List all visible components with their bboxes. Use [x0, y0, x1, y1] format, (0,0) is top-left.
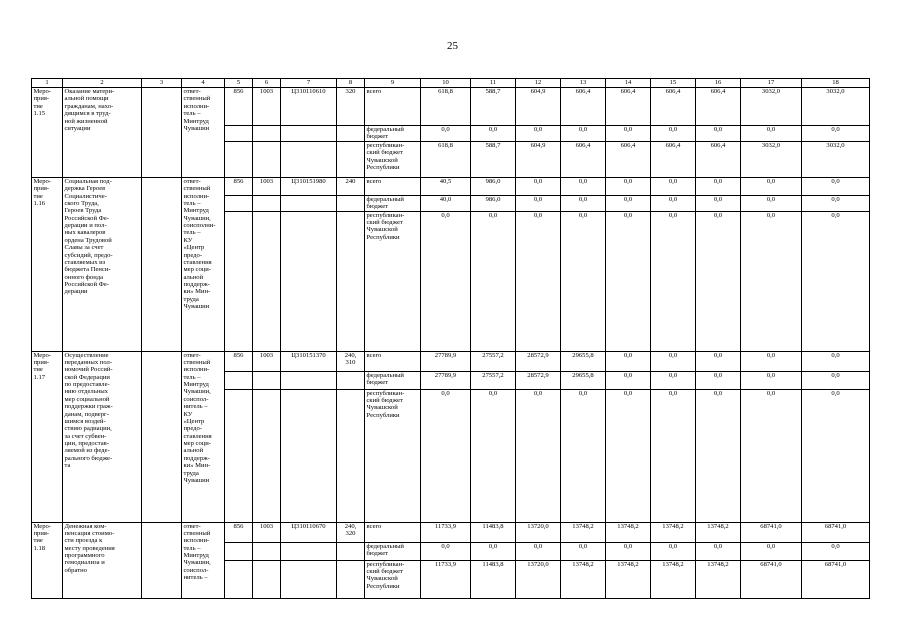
- funding-amount: 0,0: [741, 211, 802, 351]
- funding-amount: 13748,2: [651, 560, 696, 598]
- funding-amount: 3032,0: [741, 141, 802, 177]
- funding-amount: 0,0: [471, 542, 516, 560]
- funding-amount: 3032,0: [802, 141, 870, 177]
- target-article-code: [281, 195, 337, 211]
- funding-amount: 606,4: [696, 88, 741, 126]
- table-row: [32, 522, 870, 542]
- funding-amount: 0,0: [696, 211, 741, 351]
- column-number-header: 18: [802, 79, 870, 88]
- funding-amount: 0,0: [741, 542, 802, 560]
- funding-amount: 29655,8: [561, 371, 606, 389]
- funding-amount: 0,0: [561, 177, 606, 195]
- target-article-code: Ц310151980: [281, 177, 337, 195]
- funding-amount: 0,0: [696, 195, 741, 211]
- section-code: [253, 542, 281, 560]
- ministry-code: 856: [225, 177, 253, 195]
- section-code: [253, 211, 281, 351]
- funding-amount: 28572,9: [516, 371, 561, 389]
- funding-amount: 0,0: [561, 211, 606, 351]
- expense-type-code: [337, 195, 365, 211]
- funding-amount: 0,0: [802, 195, 870, 211]
- program-column: [142, 522, 182, 598]
- column-number-header: 1: [32, 79, 63, 88]
- funding-amount: 13748,2: [561, 522, 606, 542]
- activity-number: Меро- прия- тие 1.16: [32, 177, 63, 351]
- column-number-header: 4: [182, 79, 225, 88]
- funding-amount: 68741,0: [741, 522, 802, 542]
- column-number-header: 2: [63, 79, 142, 88]
- funding-amount: 0,0: [741, 389, 802, 522]
- program-funding-table: [31, 78, 870, 599]
- funding-source: республикан- ский бюджет Чувашской Республики: [365, 141, 421, 177]
- funding-amount: 68741,0: [741, 560, 802, 598]
- funding-source: республикан- ский бюджет Чувашской Республики: [365, 560, 421, 598]
- column-number-header: 12: [516, 79, 561, 88]
- funding-amount: 0,0: [516, 389, 561, 522]
- column-number-row: [32, 79, 870, 88]
- funding-amount: 27557,2: [471, 371, 516, 389]
- column-number-header: 16: [696, 79, 741, 88]
- funding-amount: 13720,0: [516, 522, 561, 542]
- program-column: [142, 351, 182, 522]
- expense-type-code: 320: [337, 88, 365, 126]
- funding-amount: 0,0: [606, 351, 651, 371]
- expense-type-code: [337, 371, 365, 389]
- funding-amount: 13748,2: [696, 522, 741, 542]
- activity-number: Меро- прия- тие 1.17: [32, 351, 63, 522]
- funding-amount: 606,4: [561, 88, 606, 126]
- target-article-code: [281, 542, 337, 560]
- funding-amount: 588,7: [471, 141, 516, 177]
- responsible-executor: ответ- ственный исполни- тель – Минтруд Чувашии: [182, 88, 225, 178]
- funding-amount: 11483,8: [471, 522, 516, 542]
- table-row: [32, 351, 870, 371]
- funding-amount: 0,0: [802, 211, 870, 351]
- expense-type-code: 240, 310: [337, 351, 365, 371]
- responsible-executor: ответ- ственный исполни- тель – Минтруд Чувашии, соисполни- тель – КУ «Центр предо- ставления мер соци- альной поддерж- ки» Мин- труда Чувашии: [182, 177, 225, 351]
- target-article-code: [281, 211, 337, 351]
- funding-amount: 0,0: [606, 211, 651, 351]
- funding-amount: 0,0: [802, 389, 870, 522]
- expense-type-code: [337, 389, 365, 522]
- funding-amount: 0,0: [802, 351, 870, 371]
- funding-amount: 606,4: [651, 88, 696, 126]
- funding-amount: 0,0: [651, 371, 696, 389]
- funding-amount: 0,0: [516, 542, 561, 560]
- target-article-code: [281, 126, 337, 142]
- funding-amount: 0,0: [741, 126, 802, 142]
- ministry-code: [225, 371, 253, 389]
- section-code: 1003: [253, 351, 281, 371]
- funding-amount: 68741,0: [802, 560, 870, 598]
- funding-amount: 618,8: [421, 88, 471, 126]
- funding-amount: 986,0: [471, 195, 516, 211]
- column-number-header: 7: [281, 79, 337, 88]
- funding-amount: 11733,9: [421, 522, 471, 542]
- column-number-header: 11: [471, 79, 516, 88]
- column-number-header: 17: [741, 79, 802, 88]
- funding-amount: 3032,0: [741, 88, 802, 126]
- funding-amount: 13748,2: [651, 522, 696, 542]
- funding-amount: 0,0: [606, 126, 651, 142]
- funding-amount: 0,0: [696, 371, 741, 389]
- funding-amount: 0,0: [471, 126, 516, 142]
- funding-amount: 0,0: [606, 389, 651, 522]
- funding-amount: 606,4: [696, 141, 741, 177]
- funding-amount: 0,0: [696, 542, 741, 560]
- section-code: [253, 126, 281, 142]
- funding-amount: 606,4: [606, 141, 651, 177]
- column-number-header: 13: [561, 79, 606, 88]
- funding-amount: 27789,9: [421, 351, 471, 371]
- activity-number: Меро- прия- тие 1.18: [32, 522, 63, 598]
- funding-amount: 0,0: [802, 371, 870, 389]
- funding-amount: 0,0: [741, 177, 802, 195]
- funding-amount: 13748,2: [606, 522, 651, 542]
- funding-amount: 986,0: [471, 177, 516, 195]
- funding-amount: 29655,8: [561, 351, 606, 371]
- funding-amount: 13748,2: [561, 560, 606, 598]
- column-number-header: 3: [142, 79, 182, 88]
- column-number-header: 15: [651, 79, 696, 88]
- ministry-code: [225, 126, 253, 142]
- section-code: 1003: [253, 88, 281, 126]
- activity-name: Оказание матери- альной помощи гражданам, нахо- дящимся в труд- ной жизненной ситуации: [63, 88, 142, 178]
- funding-source: всего: [365, 522, 421, 542]
- funding-amount: 0,0: [696, 177, 741, 195]
- target-article-code: [281, 371, 337, 389]
- target-article-code: [281, 389, 337, 522]
- expense-type-code: 240: [337, 177, 365, 195]
- funding-amount: 0,0: [471, 211, 516, 351]
- funding-amount: 606,4: [561, 141, 606, 177]
- column-number-header: 10: [421, 79, 471, 88]
- table-row: [32, 88, 870, 126]
- target-article-code: [281, 141, 337, 177]
- ministry-code: 856: [225, 88, 253, 126]
- funding-amount: 0,0: [561, 195, 606, 211]
- expense-type-code: 240, 320: [337, 522, 365, 542]
- section-code: [253, 141, 281, 177]
- funding-amount: 0,0: [741, 195, 802, 211]
- funding-amount: 0,0: [696, 351, 741, 371]
- section-code: [253, 195, 281, 211]
- ministry-code: [225, 542, 253, 560]
- funding-amount: 0,0: [561, 542, 606, 560]
- column-number-header: 9: [365, 79, 421, 88]
- funding-amount: 0,0: [651, 177, 696, 195]
- activity-name: Социальная под- держка Героев Социалистиче- ского Труда, Героев Труда Российской Фе- дерации и пол- ных кавалеров ордена Трудовой Славы за счет субсидий, предо- ставляемых из бюджета Пенси- онного фонда Российской Фе- дерации: [63, 177, 142, 351]
- funding-amount: 606,4: [606, 88, 651, 126]
- funding-amount: 13748,2: [696, 560, 741, 598]
- funding-amount: 0,0: [696, 389, 741, 522]
- responsible-executor: ответ- ственный исполни- тель – Минтруд Чувашии, соиспол- нитель – КУ «Центр предо- ставления мер соци- альной поддерж- ки» Мин- труда Чувашии: [182, 351, 225, 522]
- funding-source: федеральный бюджет: [365, 371, 421, 389]
- funding-amount: 0,0: [421, 211, 471, 351]
- ministry-code: [225, 211, 253, 351]
- funding-amount: 0,0: [421, 389, 471, 522]
- expense-type-code: [337, 141, 365, 177]
- expense-type-code: [337, 560, 365, 598]
- target-article-code: Ц310110610: [281, 88, 337, 126]
- funding-amount: 0,0: [802, 177, 870, 195]
- column-number-header: 14: [606, 79, 651, 88]
- funding-source: федеральный бюджет: [365, 195, 421, 211]
- funding-amount: 0,0: [561, 126, 606, 142]
- funding-source: республикан- ский бюджет Чувашской Республики: [365, 211, 421, 351]
- funding-amount: 604,9: [516, 88, 561, 126]
- ministry-code: [225, 141, 253, 177]
- ministry-code: 856: [225, 522, 253, 542]
- activity-number: Меро- прия- тие 1.15: [32, 88, 63, 178]
- funding-amount: 0,0: [471, 389, 516, 522]
- funding-amount: 3032,0: [802, 88, 870, 126]
- target-article-code: Ц310151370: [281, 351, 337, 371]
- funding-amount: 0,0: [421, 126, 471, 142]
- funding-amount: 0,0: [741, 371, 802, 389]
- funding-amount: 0,0: [561, 389, 606, 522]
- ministry-code: [225, 389, 253, 522]
- funding-amount: 0,0: [651, 351, 696, 371]
- target-article-code: [281, 560, 337, 598]
- section-code: 1003: [253, 177, 281, 195]
- ministry-code: [225, 195, 253, 211]
- funding-source: республикан- ский бюджет Чувашской Республики: [365, 389, 421, 522]
- funding-source: всего: [365, 351, 421, 371]
- program-column: [142, 177, 182, 351]
- funding-amount: 0,0: [516, 177, 561, 195]
- funding-amount: 588,7: [471, 88, 516, 126]
- expense-type-code: [337, 542, 365, 560]
- funding-amount: 0,0: [651, 195, 696, 211]
- program-column: [142, 88, 182, 178]
- funding-amount: 0,0: [651, 542, 696, 560]
- section-code: [253, 560, 281, 598]
- funding-source: федеральный бюджет: [365, 126, 421, 142]
- funding-amount: 0,0: [802, 542, 870, 560]
- ministry-code: 856: [225, 351, 253, 371]
- funding-amount: 40,5: [421, 177, 471, 195]
- section-code: [253, 389, 281, 522]
- activity-name: Осуществление переданных пол- номочий Россий- ской Федерации по предоставле- нию отдельных мер социальной поддержки граж- данам, подверг- шимся воздей- ствию радиации, за счет субвен- ции, предостав- ляемой из феде- рального бюдже- та: [63, 351, 142, 522]
- funding-amount: 40,0: [421, 195, 471, 211]
- funding-amount: 13720,0: [516, 560, 561, 598]
- funding-source: всего: [365, 88, 421, 126]
- funding-source: федеральный бюджет: [365, 542, 421, 560]
- funding-amount: 0,0: [516, 126, 561, 142]
- funding-amount: 27789,9: [421, 371, 471, 389]
- funding-amount: 11733,9: [421, 560, 471, 598]
- funding-amount: 0,0: [741, 351, 802, 371]
- funding-amount: 0,0: [651, 211, 696, 351]
- responsible-executor: ответ- ственный исполни- тель – Минтруд Чувашии, соиспол- нитель –: [182, 522, 225, 598]
- section-code: 1003: [253, 522, 281, 542]
- ministry-code: [225, 560, 253, 598]
- column-number-header: 8: [337, 79, 365, 88]
- page-number: 25: [447, 40, 458, 52]
- funding-source: всего: [365, 177, 421, 195]
- column-number-header: 5: [225, 79, 253, 88]
- funding-amount: 68741,0: [802, 522, 870, 542]
- funding-amount: 606,4: [651, 141, 696, 177]
- funding-amount: 13748,2: [606, 560, 651, 598]
- funding-amount: 27557,2: [471, 351, 516, 371]
- table-row: [32, 177, 870, 195]
- funding-amount: 618,8: [421, 141, 471, 177]
- funding-amount: 11483,8: [471, 560, 516, 598]
- funding-amount: 0,0: [516, 211, 561, 351]
- funding-amount: 0,0: [606, 177, 651, 195]
- funding-amount: 28572,9: [516, 351, 561, 371]
- section-code: [253, 371, 281, 389]
- activity-name: Денежная ком- пенсация стоимо- сти проезда к месту проведения программного гемодиализа и обратно: [63, 522, 142, 598]
- funding-amount: 0,0: [606, 195, 651, 211]
- funding-amount: 0,0: [802, 126, 870, 142]
- funding-amount: 0,0: [516, 195, 561, 211]
- target-article-code: Ц310110670: [281, 522, 337, 542]
- column-number-header: 6: [253, 79, 281, 88]
- expense-type-code: [337, 211, 365, 351]
- funding-amount: 0,0: [651, 126, 696, 142]
- funding-amount: 0,0: [606, 542, 651, 560]
- funding-amount: 604,9: [516, 141, 561, 177]
- funding-amount: 0,0: [651, 389, 696, 522]
- funding-amount: 0,0: [696, 126, 741, 142]
- expense-type-code: [337, 126, 365, 142]
- funding-amount: 0,0: [606, 371, 651, 389]
- funding-amount: 0,0: [421, 542, 471, 560]
